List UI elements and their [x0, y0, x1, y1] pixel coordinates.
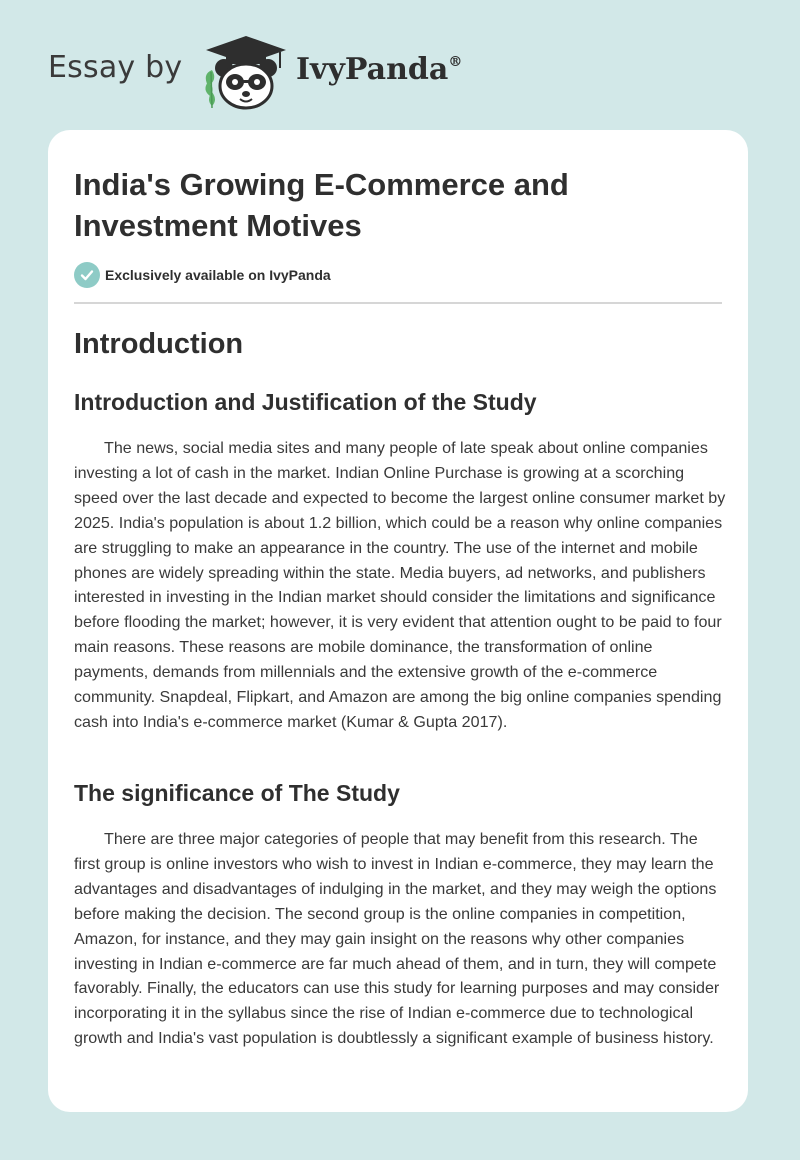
paragraph-significance: There are three major categories of people that may benefit from this research. The first group is online investors who wish to invest in Indian e-commerce, they may learn the advantages and disadvantages of indulging in the market, and they may weigh the options before making the decision. The second group is the online companies in competition, Amazon, for instance, and they may gain insight on the reasons why other companies investing in Indian e-commerce are far much ahead of them, and in turn, they will compete favorably. Finally, the educators can use this study for learning purposes and may consider incorporating it in the syllabus since the rise of Indian e-commerce due to technological growth and India's vast population is doubtlessly a significant example of business history. — [74, 830, 720, 1048]
subsection-heading-significance: The significance of The Study — [74, 780, 400, 806]
brand-name[interactable] — [296, 52, 462, 87]
panda-logo-icon[interactable] — [200, 34, 292, 110]
check-icon — [74, 262, 100, 288]
title-divider — [74, 302, 722, 304]
registered-mark: ® — [448, 54, 463, 70]
subsection-heading-justification: Introduction and Justification of the Study — [74, 389, 537, 415]
essay-by-label: Essay by — [48, 50, 183, 85]
site-header — [0, 0, 800, 130]
section-heading-introduction: Introduction — [74, 328, 244, 360]
exclusive-label: Exclusively available on IvyPanda — [105, 267, 331, 283]
paragraph-justification: The news, social media sites and many people of late speak about online companies investing a lot of cash in the market. Indian Online Purchase is growing at a scorching speed over the last decade and expected to become the largest online consumer market by 2025. India's population is about 1.2 billion, which could be a reason why online companies are struggling to make an appearance in the country. The use of the internet and mobile phones are widely spreading within the state. Media buyers, ad networks, and publishers interested in investing in the Indian market should consider the limitations and significance before flooding the market; however, it is very evident that attention ought to be paid to four main reasons. These reasons are mobile dominance, the transformation of online payments, demands from millennials and the extensive growth of the e-commerce community. Snapdeal, Flipkart, and Amazon are among the big online companies spending cash into India's e-commerce market (Kumar & Gupta 2017). — [74, 439, 726, 731]
essay-title: India's Growing E-Commerce and Investment Motives — [74, 167, 569, 243]
brand-text: IvyPanda — [296, 52, 449, 87]
exclusive-badge — [74, 262, 331, 288]
essay-card — [48, 130, 748, 1112]
